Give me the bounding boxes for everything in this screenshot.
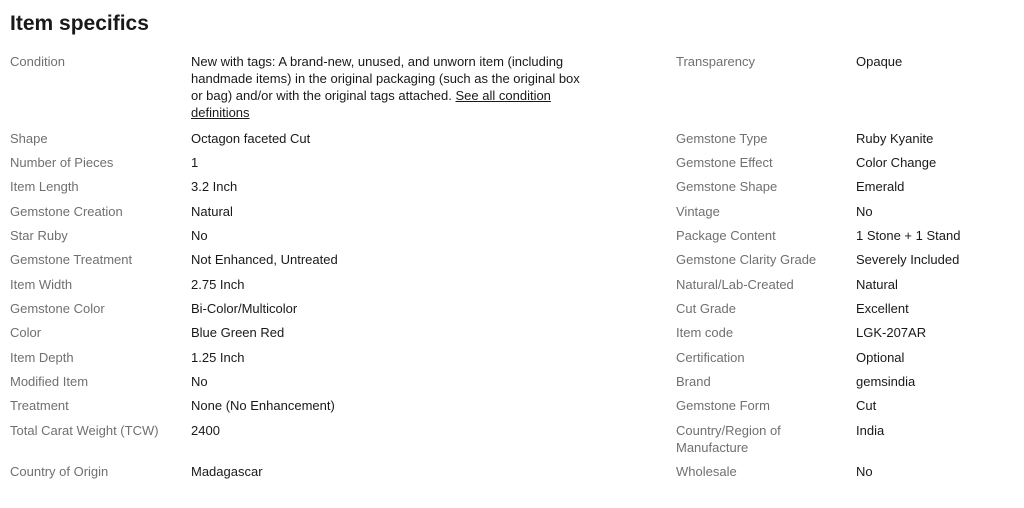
- spec-value: No: [856, 464, 873, 479]
- spec-value: Blue Green Red: [191, 325, 285, 340]
- spec-value: Madagascar: [191, 464, 263, 479]
- spec-label: Brand: [676, 374, 711, 389]
- spec-label: Color: [10, 325, 42, 340]
- spec-label: Total Carat Weight (TCW): [10, 423, 159, 438]
- spec-label: Item Width: [10, 277, 73, 292]
- spec-label: Star Ruby: [10, 228, 68, 243]
- spec-value: [191, 53, 591, 121]
- spec-label: Transparency: [676, 54, 755, 69]
- spec-value: Natural: [191, 204, 233, 219]
- spec-label: Certification: [676, 350, 745, 365]
- spec-label: Number of Pieces: [10, 155, 114, 170]
- spec-value: 3.2 Inch: [191, 179, 238, 194]
- spec-label: Item code: [676, 325, 734, 340]
- spec-label: Gemstone Color: [10, 301, 105, 316]
- spec-value: Octagon faceted Cut: [191, 131, 311, 146]
- spec-value: None (No Enhancement): [191, 398, 335, 413]
- spec-value: India: [856, 423, 885, 438]
- spec-value: No: [191, 228, 208, 243]
- spec-label: Gemstone Clarity Grade: [676, 252, 817, 267]
- spec-value: LGK-207AR: [856, 325, 927, 340]
- spec-value: 1: [191, 155, 199, 170]
- spec-value: No: [856, 204, 873, 219]
- spec-value: Ruby Kyanite: [856, 131, 934, 146]
- spec-value: gemsindia: [856, 374, 916, 389]
- spec-value: Severely Included: [856, 252, 960, 267]
- spec-label: Gemstone Form: [676, 398, 770, 413]
- spec-label: Vintage: [676, 204, 720, 219]
- spec-value: 2.75 Inch: [191, 277, 245, 292]
- spec-value: Opaque: [856, 54, 903, 69]
- spec-label: Wholesale: [676, 464, 737, 479]
- spec-label: Item Depth: [10, 350, 74, 365]
- spec-value: 1 Stone + 1 Stand: [856, 228, 961, 243]
- spec-value: Bi-Color/Multicolor: [191, 301, 298, 316]
- spec-label: Treatment: [10, 398, 69, 413]
- spec-label: Item Length: [10, 179, 79, 194]
- spec-value: Emerald: [856, 179, 905, 194]
- spec-label: Package Content: [676, 228, 776, 243]
- spec-label: Natural/Lab-Created: [676, 277, 794, 292]
- spec-label: Shape: [10, 131, 48, 146]
- spec-value: Optional: [856, 350, 905, 365]
- spec-value: No: [191, 374, 208, 389]
- section-title: Item specifics: [10, 12, 149, 35]
- spec-label: Country/Region of Manufacture: [676, 423, 781, 455]
- spec-label: Country of Origin: [10, 464, 109, 479]
- spec-value: Excellent: [856, 301, 909, 316]
- spec-label: Gemstone Treatment: [10, 252, 133, 267]
- spec-value: Cut: [856, 398, 877, 413]
- spec-value: 2400: [191, 423, 220, 438]
- condition-definitions-link[interactable]: See all condition definitions: [191, 88, 551, 120]
- spec-label: Gemstone Type: [676, 131, 768, 146]
- spec-label: Gemstone Shape: [676, 179, 778, 194]
- spec-value: Color Change: [856, 155, 937, 170]
- spec-label: Gemstone Creation: [10, 204, 123, 219]
- spec-value: Not Enhanced, Untreated: [191, 252, 338, 267]
- spec-value: 1.25 Inch: [191, 350, 245, 365]
- spec-value: Natural: [856, 277, 898, 292]
- spec-label: Condition: [10, 54, 65, 69]
- condition-description: New with tags: A brand-new, unused, and unworn item (including handmade items) in the original packaging (such as the original box or bag) and/or with the original tags attached.: [191, 54, 580, 103]
- spec-label: Cut Grade: [676, 301, 736, 316]
- spec-label: Modified Item: [10, 374, 89, 389]
- spec-label: Gemstone Effect: [676, 155, 773, 170]
